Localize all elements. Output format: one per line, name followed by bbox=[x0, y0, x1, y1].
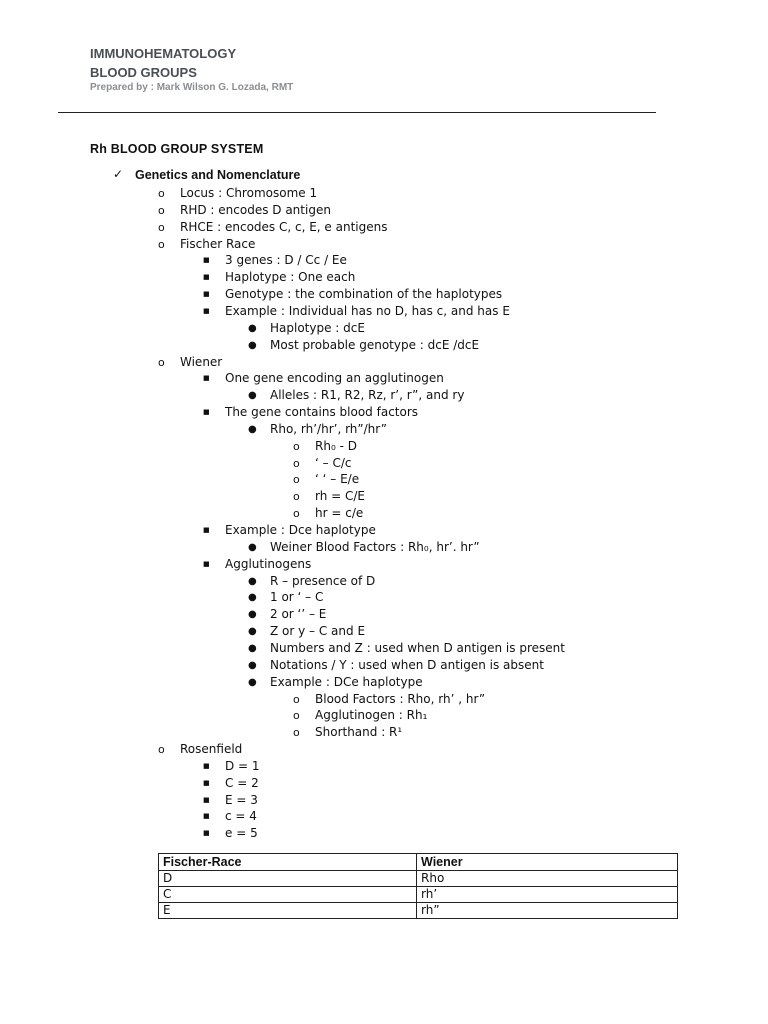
list-item bbox=[0, 236, 768, 253]
list-item bbox=[0, 606, 768, 623]
list-item-text: Example : Individual has no D, has c, and has E bbox=[225, 303, 510, 318]
list-item-text: c = 4 bbox=[225, 809, 257, 824]
list-item-text: Z or y – C and E bbox=[270, 624, 366, 639]
list-item-text: Alleles : R1, R2, Rz, r’, r”, and ry bbox=[270, 388, 465, 403]
list-bullet-icon: ● bbox=[248, 575, 257, 587]
list-item-text: Weiner Blood Factors : Rh₀, hr’. hr” bbox=[270, 539, 480, 554]
list-item-text: Genotype : the combination of the haplotypes bbox=[225, 287, 503, 302]
list-bullet-icon: ■ bbox=[203, 374, 210, 383]
fischer-wiener-table bbox=[158, 853, 678, 919]
list-bullet-icon: o bbox=[293, 692, 300, 706]
list-item bbox=[0, 354, 768, 371]
list-item bbox=[0, 707, 768, 724]
list-item bbox=[0, 471, 768, 488]
list-item bbox=[0, 808, 768, 825]
list-item-text: Most probable genotype : dcE /dcE bbox=[270, 337, 480, 352]
list-bullet-icon: o bbox=[158, 237, 165, 251]
list-item bbox=[0, 573, 768, 590]
list-item bbox=[0, 724, 768, 741]
list-item bbox=[0, 758, 768, 775]
list-item-text: E = 3 bbox=[225, 792, 258, 807]
table-row bbox=[159, 871, 678, 887]
list-bullet-icon: ● bbox=[248, 390, 257, 402]
list-item bbox=[0, 556, 768, 573]
list-item bbox=[0, 303, 768, 320]
checkmark-icon: ✓ bbox=[113, 167, 124, 181]
list-bullet-icon: ■ bbox=[203, 829, 210, 838]
list-bullet-icon: o bbox=[158, 355, 165, 369]
list-bullet-icon: ● bbox=[248, 541, 257, 553]
table-cell: E bbox=[159, 903, 417, 919]
list-item bbox=[0, 623, 768, 640]
table-cell: Rho bbox=[417, 871, 678, 887]
list-item bbox=[0, 825, 768, 842]
list-bullet-icon: o bbox=[158, 187, 165, 200]
list-item bbox=[0, 674, 768, 691]
table-cell: C bbox=[159, 887, 417, 903]
list-item-text: Shorthand : R¹ bbox=[315, 725, 403, 740]
list-item-text: Haplotype : One each bbox=[225, 270, 356, 285]
list-item bbox=[0, 455, 768, 472]
list-item bbox=[0, 370, 768, 387]
list-item-text: D = 1 bbox=[225, 758, 260, 773]
header-title-immunohematology: IMMUNOHEMATOLOGY bbox=[90, 46, 237, 61]
list-item-text: Haplotype : dcE bbox=[270, 320, 365, 335]
list-item-text: The gene contains blood factors bbox=[225, 405, 419, 420]
table-header-row bbox=[159, 854, 678, 871]
list-item bbox=[0, 741, 768, 758]
list-item bbox=[0, 337, 768, 354]
list-bullet-icon: ● bbox=[248, 423, 257, 435]
list-item-text: Wiener bbox=[180, 354, 223, 369]
list-item bbox=[0, 421, 768, 438]
list-item-text: C = 2 bbox=[225, 775, 259, 790]
list-item bbox=[0, 640, 768, 657]
section-title: Rh BLOOD GROUP SYSTEM bbox=[90, 142, 264, 156]
list-item-text: Example : DCe haplotype bbox=[270, 674, 423, 689]
list-item bbox=[0, 775, 768, 792]
list-item-text: One gene encoding an agglutinogen bbox=[225, 371, 444, 386]
list-item-text: e = 5 bbox=[225, 826, 258, 841]
list-bullet-icon: ■ bbox=[203, 559, 210, 568]
list-item-text: RHCE : encodes C, c, E, e antigens bbox=[180, 219, 388, 234]
list-bullet-icon: ● bbox=[248, 592, 257, 604]
list-bullet-icon: ■ bbox=[203, 306, 210, 315]
list-item bbox=[0, 691, 768, 708]
list-bullet-icon: ● bbox=[248, 626, 257, 638]
list-item bbox=[0, 657, 768, 674]
list-bullet-icon: o bbox=[158, 220, 165, 234]
list-item bbox=[0, 219, 768, 236]
header-prepared-by: Prepared by : Mark Wilson G. Lozada, RMT bbox=[90, 82, 294, 93]
list-item-text: Rosenfield bbox=[180, 742, 243, 757]
table-row bbox=[159, 887, 678, 903]
list-item-text: rh = C/E bbox=[315, 489, 366, 504]
list-bullet-icon: ■ bbox=[203, 778, 210, 787]
list-item-text: Rh₀ - D bbox=[315, 438, 357, 453]
list-item bbox=[0, 792, 768, 809]
list-item-text: 3 genes : D / Cc / Ee bbox=[225, 253, 347, 268]
list-item-text: Notations / Y : used when D antigen is absent bbox=[270, 657, 544, 672]
list-item bbox=[0, 404, 768, 421]
table-cell: rh” bbox=[417, 903, 678, 919]
list-item bbox=[0, 539, 768, 556]
list-item-text: Fischer Race bbox=[180, 236, 256, 251]
list-bullet-icon: o bbox=[293, 726, 300, 740]
list-item bbox=[0, 185, 768, 202]
header-title-blood-groups: BLOOD GROUPS bbox=[90, 65, 197, 80]
table-row bbox=[159, 903, 678, 919]
list-item-text: RHD : encodes D antigen bbox=[180, 202, 331, 217]
list-item-text: Locus : Chromosome 1 bbox=[180, 186, 318, 200]
list-item bbox=[0, 286, 768, 303]
list-bullet-icon: ■ bbox=[203, 408, 210, 417]
list-item-text: Blood Factors : Rho, rh’ , hr” bbox=[315, 691, 486, 706]
list-item-text: hr = c/e bbox=[315, 506, 364, 521]
list-item bbox=[0, 320, 768, 337]
list-bullet-icon: ● bbox=[248, 609, 257, 621]
list-bullet-icon: ■ bbox=[203, 256, 210, 265]
list-bullet-icon: o bbox=[158, 743, 165, 757]
list-item-text: 1 or ‘ – C bbox=[270, 590, 324, 605]
list-item-text: ‘ ‘ – E/e bbox=[315, 472, 360, 487]
list-item bbox=[0, 522, 768, 539]
list-item bbox=[0, 387, 768, 404]
list-bullet-icon: o bbox=[293, 473, 300, 487]
list-item-text: Rho, rh’/hr’, rh”/hr” bbox=[270, 421, 387, 436]
list-item bbox=[0, 202, 768, 219]
list-bullet-icon: ■ bbox=[203, 761, 210, 770]
list-item-text: Example : Dce haplotype bbox=[225, 523, 376, 537]
list-item-text: Agglutinogens bbox=[225, 556, 312, 571]
list-bullet-icon: ■ bbox=[203, 526, 210, 534]
list-item bbox=[0, 438, 768, 455]
list-bullet-icon: o bbox=[293, 709, 300, 723]
list-bullet-icon: ● bbox=[248, 339, 257, 351]
list-bullet-icon: ■ bbox=[203, 273, 210, 282]
list-item-text: R – presence of D bbox=[270, 573, 376, 588]
list-bullet-icon: o bbox=[293, 439, 300, 453]
header-divider bbox=[58, 112, 656, 113]
list-item bbox=[0, 505, 768, 522]
list-item bbox=[0, 488, 768, 505]
list-bullet-icon: ■ bbox=[203, 795, 210, 804]
list-bullet-icon: o bbox=[293, 490, 300, 504]
table-header-cell: Fischer-Race bbox=[159, 854, 417, 871]
list-bullet-icon: ● bbox=[248, 659, 257, 671]
list-bullet-icon: o bbox=[293, 456, 300, 470]
table-cell: D bbox=[159, 871, 417, 887]
table-cell: rh’ bbox=[417, 887, 678, 903]
list-bullet-icon: ■ bbox=[203, 812, 210, 821]
list-bullet-icon: ● bbox=[248, 642, 257, 654]
list-item-text: Numbers and Z : used when D antigen is present bbox=[270, 640, 565, 655]
list-item bbox=[0, 589, 768, 606]
list-item-text: 2 or ‘’ – E bbox=[270, 607, 327, 622]
list-bullet-icon: ■ bbox=[203, 290, 210, 299]
list-item bbox=[0, 252, 768, 269]
table-header-cell: Wiener bbox=[417, 854, 678, 871]
list-bullet-icon: ● bbox=[248, 676, 257, 688]
list-item bbox=[0, 269, 768, 286]
list-bullet-icon: ● bbox=[248, 322, 257, 334]
list-bullet-icon: o bbox=[293, 507, 300, 521]
list-bullet-icon: o bbox=[158, 203, 165, 217]
list-item-text: ‘ – C/c bbox=[315, 455, 352, 470]
subsection-title: Genetics and Nomenclature bbox=[135, 168, 301, 182]
list-item-text: Agglutinogen : Rh₁ bbox=[315, 708, 428, 723]
